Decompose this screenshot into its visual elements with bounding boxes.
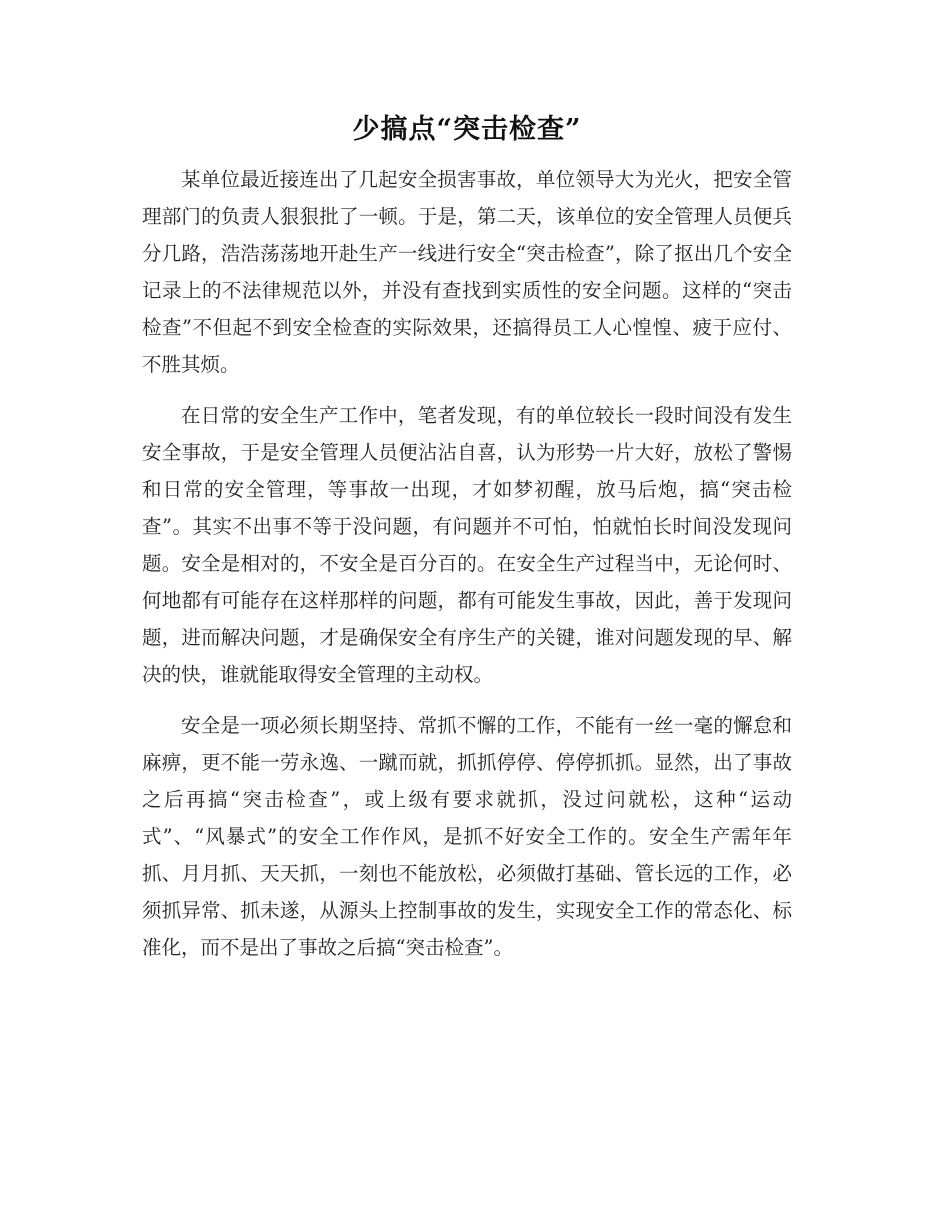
paragraph-2: 在日常的安全生产工作中，笔者发现，有的单位较长一段时间没有发生安全事故，于是安全管理人员便沾沾自喜，认为形势一片大好，放松了警惕和日常的安全管理，等事故一出现，才如梦初醒，放马后炮，搞“突击检查”。其实不出事不等于没问题，有问题并不可怕，怕就怕长时间没发现问题。安全是相对的，不安全是百分百的。在安全生产过程当中，无论何时、何地都有可能存在这样那样的问题，都有可能发生事故，因此，善于发现问题，进而解决问题，才是确保安全有序生产的关键，谁对问题发现的早、解决的快，谁就能取得安全管理的主动权。 bbox=[142, 404, 792, 686]
article-body bbox=[142, 108, 792, 966]
article-title: 少搞点“突击检查” bbox=[352, 114, 582, 145]
paragraph-3: 安全是一项必须长期坚持、常抓不懈的工作，不能有一丝一毫的懈怠和麻痹，更不能一劳永逸、一蹴而就，抓抓停停、停停抓抓。显然，出了事故之后再搞“突击检查”，或上级有要求就抓，没过问就松，这种“运动式”、“风暴式”的安全工作作风，是抓不好安全工作的。安全生产需年年抓、月月抓、天天抓，一刻也不能放松，必须做打基础、管长远的工作，必须抓异常、抓未遂，从源头上控制事故的发生，实现安全工作的常态化、标准化，而不是出了事故之后搞“突击检查”。 bbox=[142, 714, 792, 959]
paragraph-1: 某单位最近接连出了几起安全损害事故，单位领导大为光火，把安全管理部门的负责人狠狠批了一顿。于是，第二天，该单位的安全管理人员便兵分几路，浩浩荡荡地开赴生产一线进行安全“突击检查”，除了抠出几个安全记录上的不法律规范以外，并没有查找到实质性的安全问题。这样的“突击检查”不但起不到安全检查的实际效果，还搞得员工人心惶惶、疲于应付、不胜其烦。 bbox=[142, 168, 792, 376]
